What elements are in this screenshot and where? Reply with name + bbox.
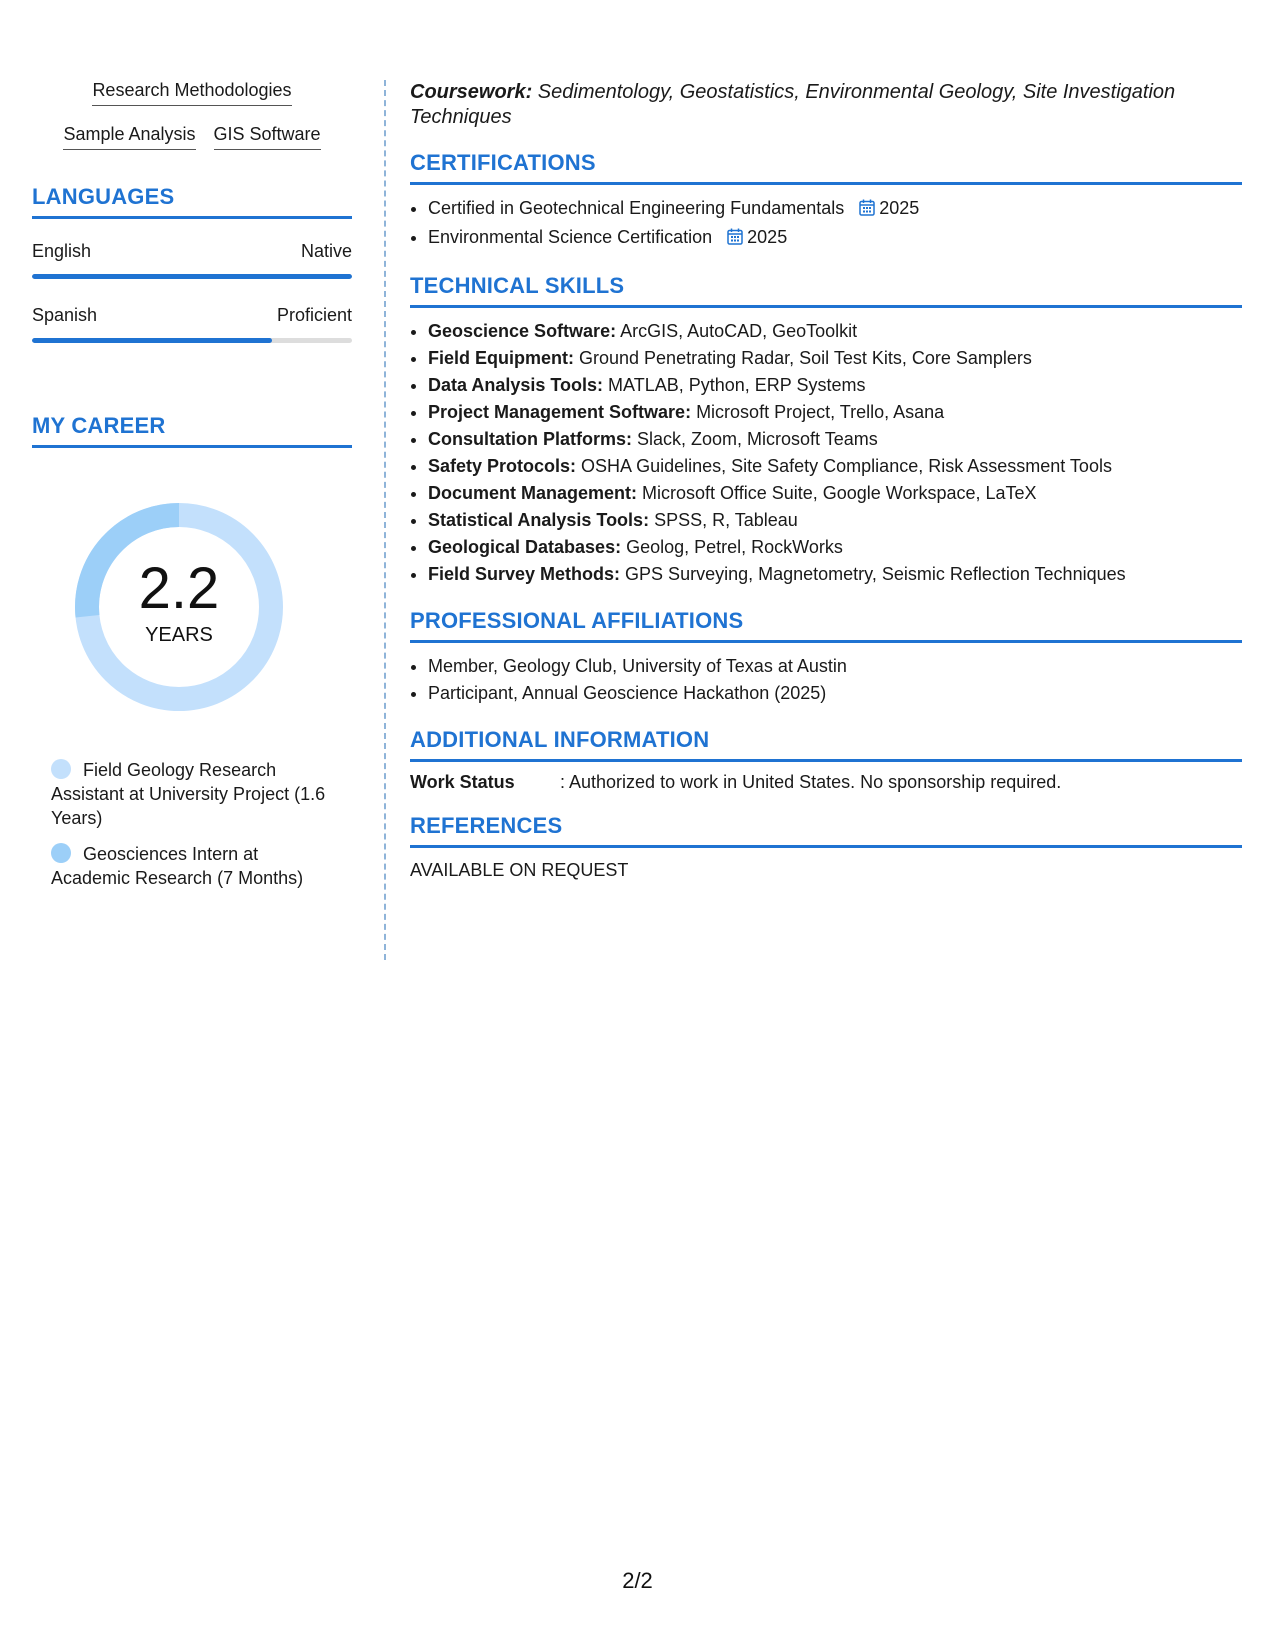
column-divider	[384, 80, 386, 960]
legend-item	[51, 758, 331, 830]
main-content	[410, 80, 1242, 881]
language-bar-fill	[32, 338, 272, 343]
certifications-heading: CERTIFICATIONS	[410, 150, 1242, 185]
career-legend	[51, 758, 331, 890]
skill-label: Safety Protocols:	[428, 456, 577, 476]
language-item	[32, 241, 352, 279]
skill-value: Geolog, Petrel, RockWorks	[621, 537, 843, 557]
donut-center	[64, 492, 294, 722]
language-level: Native	[300, 241, 352, 261]
certification-item	[428, 195, 1242, 224]
affiliation-item: • Member, Geology Club, University of Texas at Austin	[428, 653, 1242, 680]
career-total-years: 2.2	[138, 555, 220, 621]
language-bar	[32, 338, 352, 343]
skill-item	[428, 426, 1242, 453]
skill-item	[428, 561, 1242, 588]
skill-item	[428, 480, 1242, 507]
certifications-list	[410, 195, 1242, 253]
references-text: AVAILABLE ON REQUEST	[410, 860, 629, 880]
legend-label: Field Geology Research Assistant at University Project (1.6 Years)	[51, 760, 326, 828]
skill-item	[428, 399, 1242, 426]
certification-item	[428, 224, 1242, 253]
legend-dot	[51, 843, 71, 863]
calendar-icon	[859, 197, 875, 224]
skill-tag: GIS Software	[214, 124, 321, 150]
skill-value: SPSS, R, Tableau	[649, 510, 798, 530]
skill-label: Statistical Analysis Tools:	[428, 510, 650, 530]
language-item	[32, 305, 352, 343]
technical-skills-list	[410, 318, 1242, 588]
legend-label: Geosciences Intern at Academic Research (7 Months)	[51, 844, 304, 888]
skill-value: Microsoft Office Suite, Google Workspace, LaTeX	[637, 483, 1037, 503]
affiliations-heading: PROFESSIONAL AFFILIATIONS	[410, 608, 1242, 643]
skill-item	[428, 507, 1242, 534]
legend-dot	[51, 759, 71, 779]
language-name: English	[32, 241, 92, 261]
skill-item	[428, 345, 1242, 372]
skill-value: Ground Penetrating Radar, Soil Test Kits, Core Samplers	[574, 348, 1032, 368]
career-unit: YEARS	[145, 623, 213, 646]
skill-item	[428, 453, 1242, 480]
skill-label: Consultation Platforms:	[428, 429, 633, 449]
certification-year: 2025	[747, 227, 788, 247]
skill-value: Microsoft Project, Trello, Asana	[691, 402, 945, 422]
career-donut-chart	[64, 492, 294, 722]
technical-skills-heading: TECHNICAL SKILLS	[410, 273, 1242, 308]
work-status-row	[410, 772, 1242, 793]
skill-value: GPS Surveying, Magnetometry, Seismic Reflection Techniques	[620, 564, 1126, 584]
languages-heading: LANGUAGES	[32, 184, 352, 219]
calendar-icon	[727, 226, 743, 253]
additional-info-heading: ADDITIONAL INFORMATION	[410, 727, 1242, 762]
language-bar-fill	[32, 274, 352, 279]
skill-label: Field Survey Methods:	[428, 564, 621, 584]
language-level: Proficient	[276, 305, 352, 325]
career-heading: MY CAREER	[32, 413, 352, 448]
language-name: Spanish	[32, 305, 98, 325]
skill-tag: Research Methodologies	[92, 80, 291, 106]
skill-item	[428, 534, 1242, 561]
coursework	[410, 80, 1242, 130]
affiliation-item: • Participant, Annual Geoscience Hackathon (2025)	[428, 680, 1242, 707]
skill-label: Document Management:	[428, 483, 638, 503]
skill-label: Project Management Software:	[428, 402, 692, 422]
skill-value: MATLAB, Python, ERP Systems	[603, 375, 866, 395]
skill-value: Slack, Zoom, Microsoft Teams	[632, 429, 878, 449]
skill-label: Geological Databases:	[428, 537, 622, 557]
skill-item	[428, 318, 1242, 345]
certification-year: 2025	[879, 198, 920, 218]
certification-name: Certified in Geotechnical Engineering Fundamentals	[428, 198, 845, 218]
work-status-value: : Authorized to work in United States. No sponsorship required.	[560, 772, 1062, 792]
page-number: 2/2	[622, 1568, 653, 1593]
skill-label: Geoscience Software:	[428, 321, 617, 341]
skill-label: Field Equipment:	[428, 348, 574, 368]
affiliations-list	[410, 653, 1242, 707]
sidebar	[32, 80, 352, 902]
work-status-label: Work Status	[410, 772, 515, 792]
language-bar	[32, 274, 352, 279]
skill-item	[428, 372, 1242, 399]
legend-item	[51, 842, 331, 890]
skill-tag: Sample Analysis	[63, 124, 195, 150]
skill-label: Data Analysis Tools:	[428, 375, 604, 395]
skill-value: ArcGIS, AutoCAD, GeoToolkit	[616, 321, 858, 341]
coursework-text: Sedimentology, Geostatistics, Environmental Geology, Site Investigation Techniques	[410, 81, 1176, 128]
coursework-label: Coursework:	[410, 81, 533, 103]
skill-value: OSHA Guidelines, Site Safety Compliance, Risk Assessment Tools	[576, 456, 1112, 476]
references-heading: REFERENCES	[410, 813, 1242, 848]
certification-name: Environmental Science Certification	[428, 227, 713, 247]
skill-tags	[32, 80, 352, 150]
